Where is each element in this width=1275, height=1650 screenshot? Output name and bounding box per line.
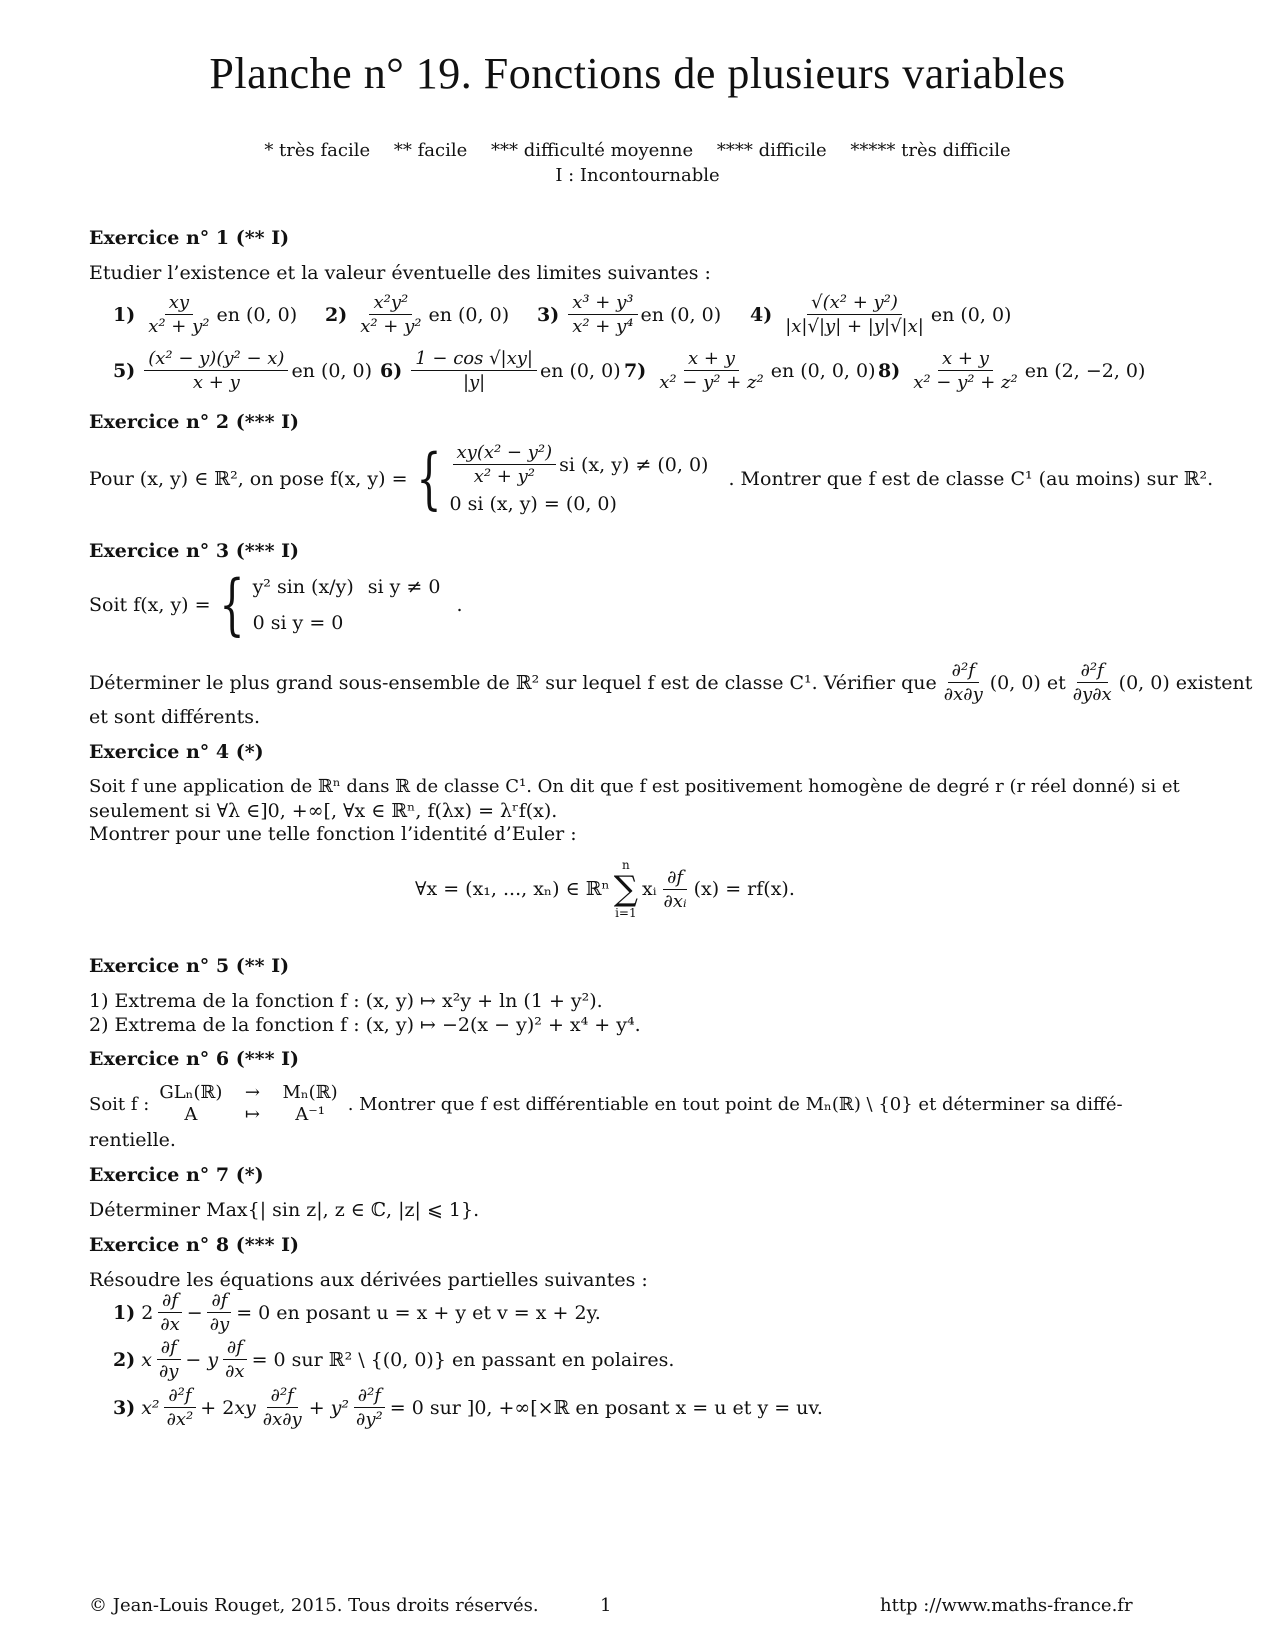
derivative-numerator: ∂²f bbox=[948, 660, 979, 683]
exercise-7-text: Déterminer Max{| sin z|, z ∈ ℂ, |z| ⩽ 1}. bbox=[89, 1199, 480, 1221]
legend-level-5: ***** très difficile bbox=[850, 140, 1011, 161]
partial-numerator: ∂f bbox=[158, 1290, 182, 1313]
pde-tail: = 0 sur ]0, +∞[×ℝ en posant x = u et y = uv. bbox=[389, 1396, 823, 1419]
pde-tail: = 0 sur ℝ² \ {(0, 0)} en passant en polaires. bbox=[251, 1348, 675, 1371]
limit-point: en (2, −2, 0) bbox=[1024, 359, 1146, 382]
pde-tail: = 0 en posant u = x + y et v = x + 2y. bbox=[236, 1301, 601, 1324]
map-codomain: Mₙ(ℝ) bbox=[282, 1082, 338, 1103]
exercise-3-lead: Soit f(x, y) = bbox=[89, 594, 211, 616]
exercise-3-question bbox=[89, 660, 1252, 705]
limit-2 bbox=[325, 292, 509, 337]
limit-numerator: xy bbox=[165, 292, 193, 315]
limit-point: en (0, 0) bbox=[640, 303, 722, 326]
limit-3 bbox=[537, 292, 721, 337]
limit-point: en (0, 0) bbox=[291, 359, 373, 382]
limit-numerator: 1 − cos √|xy| bbox=[411, 348, 537, 371]
partial-denominator: ∂y bbox=[209, 1314, 230, 1335]
limit-number: 1) bbox=[113, 303, 136, 326]
partial-denominator: ∂x∂y bbox=[262, 1409, 302, 1430]
definition-dot: . bbox=[456, 594, 463, 616]
legend-level-1: * très facile bbox=[264, 140, 371, 161]
limit-denominator: x² + y⁴ bbox=[572, 316, 634, 337]
exercise-1-heading: Exercice n° 1 (** I) bbox=[89, 227, 290, 249]
exercise-3-question-end: et sont différents. bbox=[89, 706, 260, 728]
derivative-denominator: ∂y∂x bbox=[1072, 684, 1112, 705]
partial-numerator: ∂²f bbox=[164, 1385, 195, 1408]
case-denominator: x² + y² bbox=[473, 466, 535, 487]
limit-point: en (0, 0, 0) bbox=[770, 359, 876, 382]
limit-denominator: x + y bbox=[192, 372, 240, 393]
derivative-point: (0, 0) existent bbox=[1118, 671, 1253, 694]
limit-numerator: x²y² bbox=[369, 292, 412, 315]
pde-2 bbox=[113, 1337, 674, 1382]
limit-number: 5) bbox=[113, 359, 136, 382]
limit-denominator: x² − y² + z² bbox=[659, 372, 764, 393]
partial-numerator: ∂f bbox=[207, 1290, 231, 1313]
legend-level-4: **** difficile bbox=[716, 140, 827, 161]
exercise-2-statement bbox=[89, 439, 1214, 517]
pde-number: 1) bbox=[113, 1301, 136, 1324]
exercise-6-heading: Exercice n° 6 (*** I) bbox=[89, 1048, 300, 1070]
limit-5 bbox=[113, 348, 372, 393]
derivative-point: (0, 0) et bbox=[989, 671, 1066, 694]
piecewise-cases bbox=[450, 442, 709, 515]
limit-denominator: x² + y² bbox=[148, 316, 210, 337]
footer-page-number: 1 bbox=[600, 1595, 612, 1616]
exercise-2-tail: . Montrer que f est de classe C¹ (au moins) sur ℝ². bbox=[728, 467, 1214, 490]
plus-term: + y² bbox=[308, 1396, 350, 1419]
question-text: Déterminer le plus grand sous-ensemble de ℝ² sur lequel f est de classe C¹. Vérifier que bbox=[89, 671, 937, 694]
limit-8 bbox=[878, 348, 1145, 393]
exercise-7-heading: Exercice n° 7 (*) bbox=[89, 1164, 264, 1186]
plus-term: + 2xy bbox=[200, 1396, 256, 1419]
exercise-6-tail-2: rentielle. bbox=[89, 1129, 176, 1151]
limit-denominator: |x|√|y| + |y|√|x| bbox=[785, 316, 924, 337]
limit-denominator: |y| bbox=[462, 372, 486, 393]
exercise-4-heading: Exercice n° 4 (*) bbox=[89, 741, 264, 763]
limit-number: 4) bbox=[750, 303, 773, 326]
exercise-8-heading: Exercice n° 8 (*** I) bbox=[89, 1234, 300, 1256]
case-numerator: xy(x² − y²) bbox=[453, 442, 557, 465]
legend-incontournable: I : Incontournable bbox=[555, 165, 720, 186]
euler-identity bbox=[415, 858, 795, 920]
map-domain: GLₙ(ℝ) bbox=[159, 1082, 223, 1103]
limit-denominator: x² − y² + z² bbox=[913, 372, 1018, 393]
partial-numerator: ∂f bbox=[663, 867, 687, 890]
exercise-1-intro: Etudier l’existence et la valeur éventuelle des limites suivantes : bbox=[89, 262, 711, 284]
limit-denominator: x² + y² bbox=[360, 316, 422, 337]
exercise-2-heading: Exercice n° 2 (*** I) bbox=[89, 411, 300, 433]
exercise-4-line-2: seulement si ∀λ ∈]0, +∞[, ∀x ∈ ℝⁿ, f(λx) = λʳf(x). bbox=[89, 800, 558, 822]
pde-var: x bbox=[141, 1348, 152, 1371]
derivative-numerator: ∂²f bbox=[1077, 660, 1108, 683]
case-formula: y² sin (x/y) bbox=[252, 576, 354, 598]
partial-denominator: ∂y² bbox=[356, 1409, 383, 1430]
pde-1 bbox=[113, 1290, 601, 1335]
arrow-icon: → bbox=[244, 1082, 260, 1103]
exercise-5-item-2: 2) Extrema de la fonction f : (x, y) ↦ −2(x − y)² + x⁴ + y⁴. bbox=[89, 1014, 641, 1036]
limit-number: 3) bbox=[537, 303, 560, 326]
mapsto-icon: ↦ bbox=[244, 1104, 260, 1125]
pde-3 bbox=[113, 1385, 823, 1430]
exercise-6-lead: Soit f : bbox=[89, 1093, 150, 1115]
partial-numerator: ∂²f bbox=[354, 1385, 385, 1408]
exercise-2-lead: Pour (x, y) ∈ ℝ², on pose f(x, y) = bbox=[89, 467, 408, 490]
limit-point: en (0, 0) bbox=[216, 303, 298, 326]
map-image: A⁻¹ bbox=[295, 1104, 325, 1125]
pde-number: 3) bbox=[113, 1396, 136, 1419]
partial-denominator: ∂x² bbox=[166, 1409, 194, 1430]
left-brace-icon: { bbox=[218, 566, 245, 643]
exercise-6-tail: . Montrer que f est différentiable en tout point de Mₙ(ℝ) \ {0} et déterminer sa diffé- bbox=[347, 1093, 1123, 1115]
partial-denominator: ∂y bbox=[158, 1361, 179, 1382]
exercise-5-item-1: 1) Extrema de la fonction f : (x, y) ↦ x²y + ln (1 + y²). bbox=[89, 990, 603, 1012]
pde-number: 2) bbox=[113, 1348, 136, 1371]
limit-point: en (0, 0) bbox=[540, 359, 621, 382]
limit-6 bbox=[380, 348, 621, 393]
limit-numerator: x³ + y³ bbox=[568, 292, 637, 315]
limit-number: 2) bbox=[325, 303, 348, 326]
sum-symbol bbox=[614, 858, 638, 920]
minus-sign: − bbox=[186, 1301, 203, 1324]
case-zero: 0 si (x, y) = (0, 0) bbox=[449, 493, 617, 515]
case-condition: si y ≠ 0 bbox=[367, 576, 441, 598]
limit-numerator: x + y bbox=[938, 348, 993, 371]
partial-denominator: ∂x bbox=[225, 1361, 245, 1382]
limit-number: 6) bbox=[380, 359, 403, 382]
euler-tail: (x) = rf(x). bbox=[693, 878, 795, 900]
pde-coefficient: 2 bbox=[141, 1301, 154, 1324]
euler-xi: xᵢ bbox=[642, 878, 657, 900]
partial-denominator: ∂x bbox=[160, 1314, 180, 1335]
page-title: Planche n° 19. Fonctions de plusieurs variables bbox=[209, 49, 1066, 98]
map-element: A bbox=[184, 1104, 198, 1125]
case-zero: 0 si y = 0 bbox=[252, 612, 344, 634]
limit-4 bbox=[750, 292, 1011, 337]
partial-numerator: ∂f bbox=[157, 1337, 181, 1360]
limit-numerator: √(x² + y²) bbox=[807, 292, 902, 315]
legend-level-3: *** difficulté moyenne bbox=[490, 140, 694, 161]
exercise-8-intro: Résoudre les équations aux dérivées partielles suivantes : bbox=[89, 1269, 648, 1291]
limit-point: en (0, 0) bbox=[428, 303, 510, 326]
case-condition: si (x, y) ≠ (0, 0) bbox=[559, 453, 709, 476]
legend-level-2: ** facile bbox=[393, 140, 468, 161]
limit-numerator: x + y bbox=[684, 348, 739, 371]
partial-numerator: ∂²f bbox=[267, 1385, 298, 1408]
derivative-denominator: ∂x∂y bbox=[943, 684, 983, 705]
limit-7 bbox=[624, 348, 876, 393]
sum-lower: i=1 bbox=[615, 906, 637, 920]
exercise-4-line-1: Soit f une application de ℝⁿ dans ℝ de classe C¹. On dit que f est positivement homogène de degré r (r réel donné) si et bbox=[89, 776, 1180, 797]
exercise-3-heading: Exercice n° 3 (*** I) bbox=[89, 540, 300, 562]
sum-upper: n bbox=[621, 858, 630, 872]
exercise-6-statement bbox=[89, 1082, 1123, 1126]
partial-denominator: ∂xᵢ bbox=[663, 890, 687, 912]
limit-number: 8) bbox=[878, 359, 901, 382]
limit-numerator: (x² − y)(y² − x) bbox=[144, 348, 288, 371]
minus-sign: − y bbox=[185, 1348, 219, 1371]
piecewise-cases bbox=[253, 576, 441, 634]
limit-1 bbox=[113, 292, 297, 337]
map-definition bbox=[159, 1082, 337, 1126]
sigma-icon: ∑ bbox=[613, 869, 638, 909]
exercise-5-heading: Exercice n° 5 (** I) bbox=[89, 955, 290, 977]
partial-numerator: ∂f bbox=[223, 1337, 247, 1360]
left-brace-icon: { bbox=[415, 439, 442, 517]
limit-point: en (0, 0) bbox=[930, 303, 1012, 326]
exercise-4-line-3: Montrer pour une telle fonction l’identité d’Euler : bbox=[89, 823, 577, 845]
footer-url[interactable]: http ://www.maths-france.fr bbox=[880, 1595, 1133, 1616]
euler-lead: ∀x = (x₁, ..., xₙ) ∈ ℝⁿ bbox=[415, 878, 610, 900]
difficulty-legend bbox=[0, 138, 1275, 188]
footer-copyright: © Jean-Louis Rouget, 2015. Tous droits réservés. bbox=[89, 1595, 539, 1616]
limit-number: 7) bbox=[624, 359, 647, 382]
pde-var: x² bbox=[141, 1396, 160, 1419]
exercise-3-definition bbox=[89, 566, 463, 643]
